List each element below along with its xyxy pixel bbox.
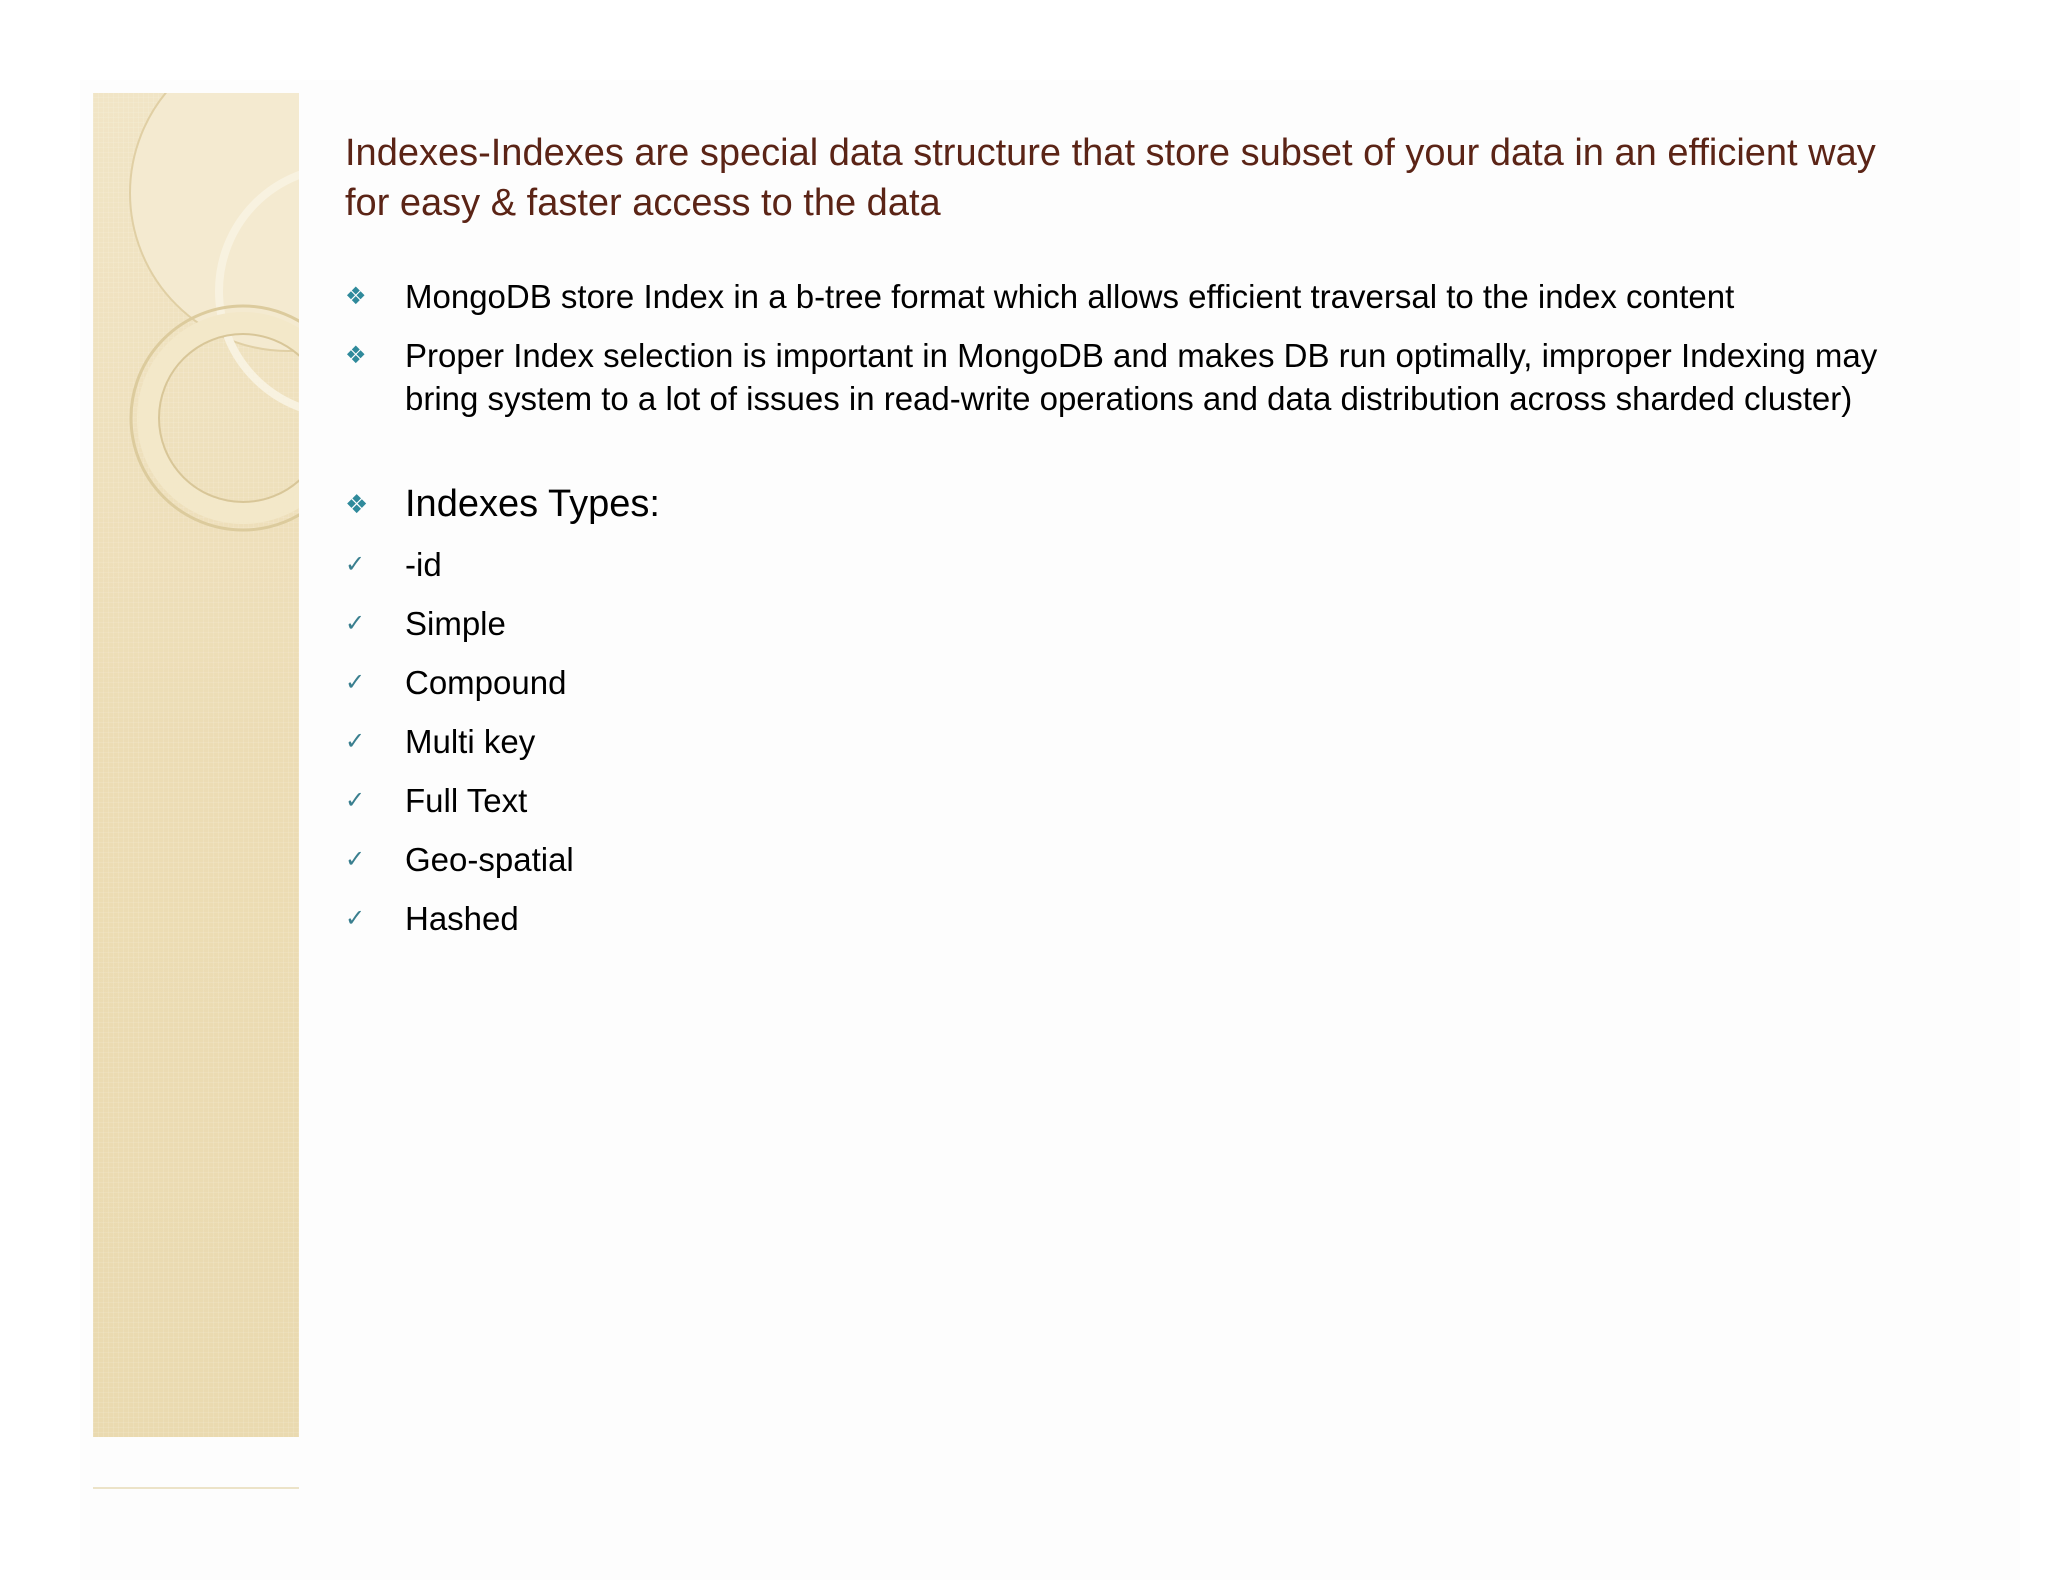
bullet-item bbox=[345, 275, 1945, 318]
diamond-bullet-icon: ❖ bbox=[345, 489, 369, 519]
bullet-item bbox=[345, 334, 1945, 420]
index-type-label: Geo-spatial bbox=[405, 841, 574, 878]
index-type-item bbox=[345, 602, 1945, 645]
check-mark-icon: ✓ bbox=[345, 905, 366, 932]
types-heading-item bbox=[345, 479, 1945, 529]
index-type-label: Multi key bbox=[405, 723, 536, 760]
footer-divider bbox=[93, 1487, 299, 1489]
index-type-label: Hashed bbox=[405, 900, 519, 937]
check-mark-icon: ✓ bbox=[345, 846, 366, 873]
check-mark-icon: ✓ bbox=[345, 551, 366, 578]
diamond-bullet-icon: ❖ bbox=[345, 342, 367, 369]
check-mark-icon: ✓ bbox=[345, 610, 366, 637]
slide-title: Indexes-Indexes are special data structure that store subset of your data in an efficient way for easy & faster access to the data bbox=[345, 132, 1876, 224]
decorative-side-band bbox=[93, 93, 299, 1437]
check-mark-icon: ✓ bbox=[345, 787, 366, 814]
index-type-item bbox=[345, 838, 1945, 881]
index-type-item bbox=[345, 661, 1945, 704]
bullet-text: Proper Index selection is important in MongoDB and makes DB run optimally, improper Indexing may bring system to a lot of issues in read-write operations and data distribution across sharded cluster) bbox=[405, 337, 1878, 417]
index-type-label: Simple bbox=[405, 605, 506, 642]
bullet-text: MongoDB store Index in a b-tree format which allows efficient traversal to the index content bbox=[405, 278, 1735, 315]
index-type-item bbox=[345, 543, 1945, 586]
index-type-label: Compound bbox=[405, 664, 567, 701]
index-type-label: -id bbox=[405, 546, 442, 583]
index-type-item bbox=[345, 720, 1945, 763]
index-type-label: Full Text bbox=[405, 782, 528, 819]
check-mark-icon: ✓ bbox=[345, 669, 366, 696]
index-type-item bbox=[345, 897, 1945, 940]
types-heading: Indexes Types: bbox=[405, 483, 660, 525]
decorative-circles bbox=[93, 93, 299, 543]
diamond-bullet-icon: ❖ bbox=[345, 283, 367, 310]
check-mark-icon: ✓ bbox=[345, 728, 366, 755]
index-type-item bbox=[345, 779, 1945, 822]
